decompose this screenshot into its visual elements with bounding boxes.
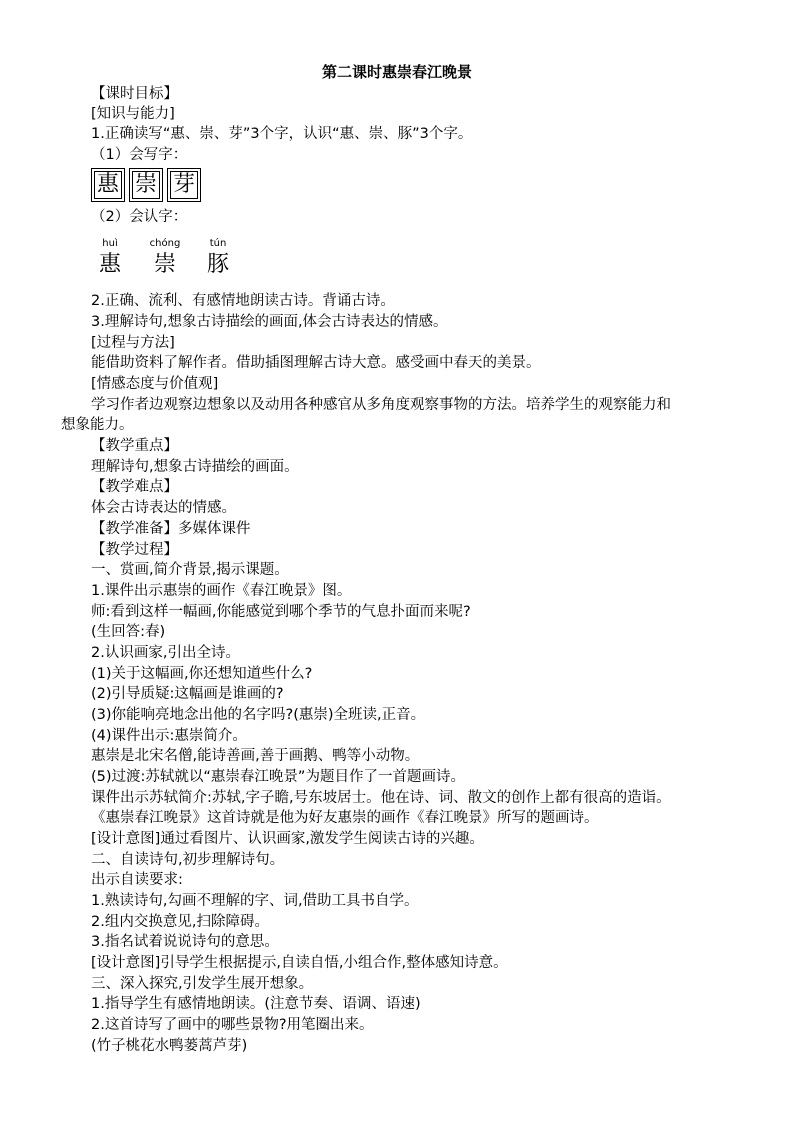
recognize-label: （2）会认字： bbox=[91, 209, 188, 225]
section-heading: 二、自读诗句,初步理解诗句。 bbox=[91, 852, 285, 868]
text-line: (2)引导质疑:这幅画是谁画的? bbox=[91, 686, 284, 702]
text-line: (竹子桃花水鸭蒌蒿芦芽) bbox=[91, 1038, 248, 1054]
text-line: 3.理解诗句,想象古诗描绘的画面,体会古诗表达的情感。 bbox=[91, 314, 448, 330]
design-intent: [设计意图]引导学生根据提示,自读自悟,小组合作,整体感知诗意。 bbox=[91, 955, 508, 971]
recognize-chars bbox=[0, 238, 794, 280]
writing-cell: 崇 bbox=[129, 168, 163, 202]
recognize-char: 惠 bbox=[98, 252, 121, 277]
text-line: 2.这首诗写了画中的哪些景物?用笔圈出来。 bbox=[91, 1017, 374, 1033]
goal-line: 1.正确读写“惠、崇、芽”3个字，认识“惠、崇、豚”3个字。 bbox=[91, 126, 473, 142]
text-line: 理解诗句,想象古诗描绘的画面。 bbox=[91, 459, 299, 475]
heading-difficulties: 【教学难点】 bbox=[91, 479, 178, 495]
text-line: 出示自读要求: bbox=[91, 872, 183, 888]
text-line: 1.指导学生有感情地朗读。(注意节奏、语调、语速) bbox=[91, 996, 421, 1012]
text-line: 师:看到这样一幅画,你能感觉到哪个季节的气息扑面而来呢? bbox=[91, 604, 471, 620]
writing-cell: 惠 bbox=[91, 168, 125, 202]
subheading-knowledge: [知识与能力] bbox=[91, 106, 175, 122]
subheading-process: [过程与方法] bbox=[91, 335, 175, 351]
heading-process: 【教学过程】 bbox=[91, 542, 178, 558]
writing-cell: 芽 bbox=[167, 168, 201, 202]
text-line: 2.组内交换意见,扫除障碍。 bbox=[91, 914, 269, 930]
text-line: 能借助资料了解作者。借助插图理解古诗大意。感受画中春天的美景。 bbox=[91, 355, 541, 371]
text-line: (5)过渡:苏轼就以“惠崇春江晚景”为题目作了一首题画诗。 bbox=[91, 769, 465, 785]
pinyin-label: huì bbox=[102, 238, 118, 249]
heading-lesson-goals: 【课时目标】 bbox=[91, 86, 178, 102]
write-label: （1）会写字： bbox=[91, 147, 188, 163]
text-line: (3)你能响亮地念出他的名字吗?(惠崇)全班读,正音。 bbox=[91, 707, 426, 723]
text-line: 想象能力。 bbox=[61, 417, 134, 433]
pinyin-label: tún bbox=[209, 238, 227, 249]
subheading-attitude: [情感态度与价值观] bbox=[91, 376, 219, 392]
design-intent: [设计意图]通过看图片、认识画家,激发学生阅读古诗的兴趣。 bbox=[91, 831, 484, 847]
heading-key-points: 【教学重点】 bbox=[91, 438, 178, 454]
page-title: 第二课时惠崇春江晚景 bbox=[321, 63, 472, 81]
text-line: 2.认识画家,引出全诗。 bbox=[91, 645, 240, 661]
writing-grid bbox=[91, 168, 205, 202]
section-heading: 一、赏画,简介背景,揭示课题。 bbox=[91, 562, 289, 578]
text-line: 课件出示苏轼简介:苏轼,字子瞻,号东坡居士。他在诗、词、散文的创作上都有很高的造诣。 bbox=[91, 790, 671, 806]
section-heading: 三、深入探究,引发学生展开想象。 bbox=[91, 976, 314, 992]
text-line: 学习作者边观察边想象以及动用各种感官从多角度观察事物的方法。培养学生的观察能力和 bbox=[91, 397, 671, 413]
text-line: 《惠崇春江晚景》这首诗就是他为好友惠崇的画作《春江晚景》所写的题画诗。 bbox=[91, 810, 599, 826]
heading-preparation: 【教学准备】多媒体课件 bbox=[91, 521, 251, 537]
text-line: (1)关于这幅画,你还想知道些什么? bbox=[91, 666, 313, 682]
pinyin-label: chóng bbox=[149, 238, 181, 249]
text-line: 体会古诗表达的情感。 bbox=[91, 500, 236, 516]
recognize-char: 崇 bbox=[153, 252, 176, 277]
recognize-char: 豚 bbox=[206, 252, 229, 277]
text-line: 2.正确、流利、有感情地朗读古诗。背诵古诗。 bbox=[91, 293, 395, 309]
text-line: 1.课件出示惠崇的画作《春江晚景》图。 bbox=[91, 583, 352, 599]
text-line: (4)课件出示:惠崇简介。 bbox=[91, 728, 247, 744]
text-line: 惠崇是北宋名僧,能诗善画,善于画鹅、鸭等小动物。 bbox=[91, 748, 420, 764]
text-line: (生回答:春) bbox=[91, 624, 166, 640]
text-line: 1.熟读诗句,勾画不理解的字、词,借助工具书自学。 bbox=[91, 893, 419, 909]
text-line: 3.指名试着说说诗句的意思。 bbox=[91, 934, 279, 950]
